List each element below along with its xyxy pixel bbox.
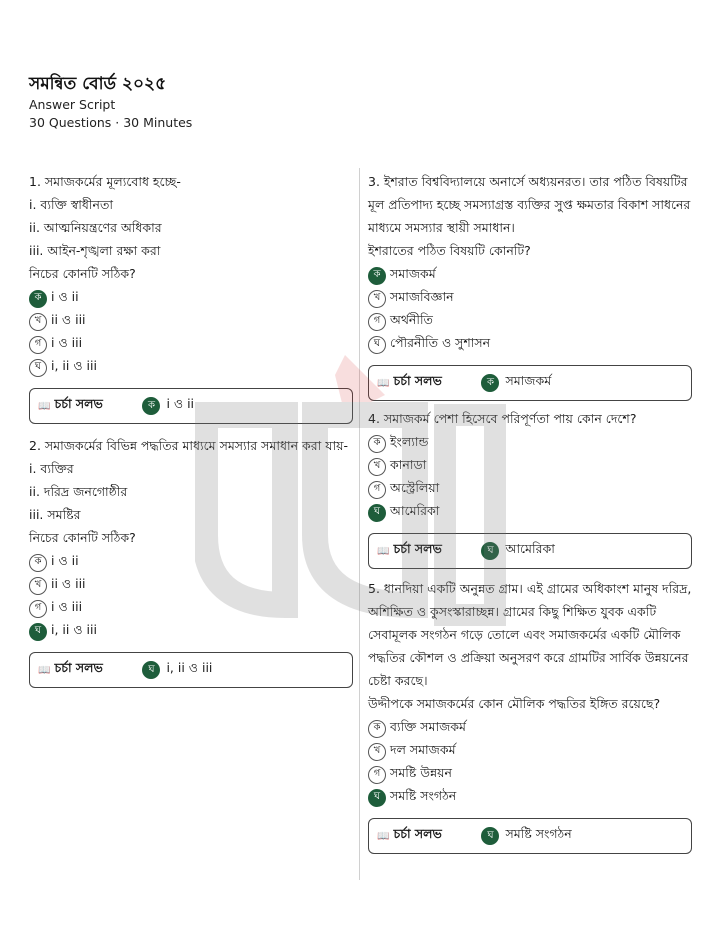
option-letter-badge: খ <box>29 577 47 595</box>
solution-box <box>29 388 353 424</box>
question-text: 1. সমাজকর্মের মূল্যবোধ হচ্ছে- <box>29 174 181 189</box>
solution-box <box>29 652 353 688</box>
options-list <box>368 264 692 356</box>
option-letter-badge: ক <box>29 554 47 572</box>
option-letter-badge: ক <box>368 720 386 738</box>
solution-text: আমেরিকা <box>505 541 555 556</box>
solution-letter-badge: ঘ <box>481 827 499 845</box>
option-letter-badge: ক <box>368 435 386 453</box>
option-letter-badge: খ <box>368 458 386 476</box>
option-1[interactable] <box>29 551 353 574</box>
options-list <box>29 287 353 379</box>
solution-box <box>368 365 692 401</box>
option-text: কানাডা <box>390 456 427 472</box>
solution-text: i, ii ও iii <box>166 660 213 675</box>
book-icon: 📖 <box>377 545 390 557</box>
option-text: ii ও iii <box>51 311 86 327</box>
solution-text: সমষ্টি সংগঠন <box>505 826 572 841</box>
option-text: আমেরিকা <box>390 502 440 518</box>
option-2[interactable] <box>29 574 353 597</box>
option-text: ব্যক্তি সমাজকর্ম <box>390 718 466 734</box>
option-text: i ও iii <box>51 334 83 350</box>
option-1[interactable] <box>368 264 692 287</box>
option-text: সমষ্টি সংগঠন <box>390 787 457 803</box>
option-3[interactable] <box>368 310 692 333</box>
option-text: সমষ্টি উন্নয়ন <box>390 764 452 780</box>
option-letter-badge: গ <box>368 481 386 499</box>
option-3[interactable] <box>368 478 692 501</box>
exam-meta: 30 Questions · 30 Minutes <box>29 115 193 130</box>
question-5 <box>368 577 692 854</box>
option-4[interactable] <box>29 356 353 379</box>
options-list <box>368 432 692 524</box>
option-3[interactable] <box>29 333 353 356</box>
solution-label: চর্চা সলভ <box>393 541 442 556</box>
option-text: পৌরনীতি ও সুশাসন <box>390 334 491 350</box>
option-4[interactable] <box>368 501 692 524</box>
question-line: ii. আত্মনিয়ন্ত্রণের অধিকার <box>29 220 162 235</box>
solution-letter-badge: ক <box>481 374 499 392</box>
question-text: 2. সমাজকর্মের বিভিন্ন পদ্ধতির মাধ্যমে সমস্যার সমাধান করা যায়- <box>29 438 348 453</box>
question-text: 5. ধানদিয়া একটি অনুন্নত গ্রাম। এই গ্রামের অধিকাংশ মানুষ দরিদ্র, অশিক্ষিত ও কুসংস্কারাচ্ছন্ন। গ্রামের কিছু শিক্ষিত যুবক একটি সেবামূলক সংগঠন গড়ে তোলে এবং সমাজকর্মের একটি মৌলিক পদ্ধতির কৌশল ও প্রক্রিয়া অনুসরণ করে গ্রামটির সার্বিক উন্নয়নের চেষ্টা করছে। <box>368 581 692 688</box>
option-1[interactable] <box>368 432 692 455</box>
option-3[interactable] <box>29 597 353 620</box>
option-text: i, ii ও iii <box>51 357 97 373</box>
solution-text: সমাজকর্ম <box>505 373 552 388</box>
option-4[interactable] <box>368 786 692 809</box>
option-letter-badge: ঘ <box>29 359 47 377</box>
option-letter-badge: খ <box>368 743 386 761</box>
option-letter-badge: গ <box>29 600 47 618</box>
option-letter-badge: গ <box>368 313 386 331</box>
option-2[interactable] <box>368 740 692 763</box>
book-icon: 📖 <box>38 400 51 412</box>
solution-label: চর্চা সলভ <box>393 826 442 841</box>
header <box>29 72 192 132</box>
option-letter-badge: ঘ <box>368 504 386 522</box>
question-2 <box>29 434 353 688</box>
book-icon: 📖 <box>38 664 51 676</box>
option-letter-badge: ক <box>29 290 47 308</box>
option-text: i ও ii <box>51 552 79 568</box>
question-line: iii. আইন-শৃঙ্খলা রক্ষা করা <box>29 243 161 258</box>
options-list <box>29 551 353 643</box>
option-text: অস্ট্রেলিয়া <box>390 479 440 495</box>
option-2[interactable] <box>29 310 353 333</box>
solution-label: চর্চা সলভ <box>393 373 442 388</box>
option-text: সমাজকর্ম <box>390 265 436 281</box>
question-line: ii. দরিদ্র জনগোষ্ঠীর <box>29 484 128 499</box>
solution-letter-badge: ঘ <box>142 661 160 679</box>
question-line: নিচের কোনটি সঠিক? <box>29 266 136 281</box>
option-letter-badge: গ <box>29 336 47 354</box>
question-text: 4. সমাজকর্ম পেশা হিসেবে পরিপূর্ণতা পায় কোন দেশে? <box>368 411 637 426</box>
book-icon: 📖 <box>377 830 390 842</box>
question-line: উদ্দীপকে সমাজকর্মের কোন মৌলিক পদ্ধতির ইঙ্গিত রয়েছে? <box>368 696 661 711</box>
option-text: i ও ii <box>51 288 79 304</box>
option-text: অর্থনীতি <box>390 311 433 327</box>
question-line: i. ব্যক্তির <box>29 461 74 476</box>
column-divider <box>359 168 360 880</box>
option-2[interactable] <box>368 287 692 310</box>
option-2[interactable] <box>368 455 692 478</box>
question-1 <box>29 170 353 424</box>
question-line: i. ব্যক্তি স্বাধীনতা <box>29 197 113 212</box>
question-text: 3. ইশরাত বিশ্ববিদ্যালয়ে অনার্সে অধ্যয়নরত। তার পঠিত বিষয়টির মূল প্রতিপাদ্য হচ্ছে সমস্যাগ্রস্ত ব্যক্তির সুপ্ত ক্ষমতার বিকাশ সাধনের মাধ্যমে সমস্যার স্থায়ী সমাধান। <box>368 174 691 235</box>
question-line: নিচের কোনটি সঠিক? <box>29 530 136 545</box>
option-3[interactable] <box>368 763 692 786</box>
solution-box <box>368 818 692 854</box>
option-letter-badge: ঘ <box>368 336 386 354</box>
option-1[interactable] <box>29 287 353 310</box>
page-title: সমন্বিত বোর্ড ২০২৫ <box>29 74 167 94</box>
question-3 <box>368 170 692 401</box>
option-text: i ও iii <box>51 598 83 614</box>
option-letter-badge: খ <box>29 313 47 331</box>
solution-label: চর্চা সলভ <box>54 660 103 675</box>
option-text: i, ii ও iii <box>51 621 97 637</box>
option-text: ইংল্যান্ড <box>390 433 429 449</box>
option-text: সমাজবিজ্ঞান <box>390 288 454 304</box>
book-icon: 📖 <box>377 377 390 389</box>
right-column <box>368 170 692 854</box>
page-subtitle: Answer Script <box>29 97 116 112</box>
solution-letter-badge: ঘ <box>481 542 499 560</box>
option-1[interactable] <box>368 717 692 740</box>
question-line: iii. সমষ্টির <box>29 507 81 522</box>
option-letter-badge: খ <box>368 290 386 308</box>
question-line: ইশরাতের পঠিত বিষয়টি কোনটি? <box>368 243 531 258</box>
solution-label: চর্চা সলভ <box>54 396 103 411</box>
option-letter-badge: গ <box>368 766 386 784</box>
option-letter-badge: ঘ <box>368 789 386 807</box>
option-letter-badge: ক <box>368 267 386 285</box>
solution-letter-badge: ক <box>142 397 160 415</box>
option-4[interactable] <box>29 620 353 643</box>
option-4[interactable] <box>368 333 692 356</box>
option-letter-badge: ঘ <box>29 623 47 641</box>
option-text: দল সমাজকর্ম <box>390 741 456 757</box>
options-list <box>368 717 692 809</box>
solution-box <box>368 533 692 569</box>
left-column <box>29 170 353 688</box>
question-4 <box>368 407 692 569</box>
solution-text: i ও ii <box>166 396 195 411</box>
option-text: ii ও iii <box>51 575 86 591</box>
